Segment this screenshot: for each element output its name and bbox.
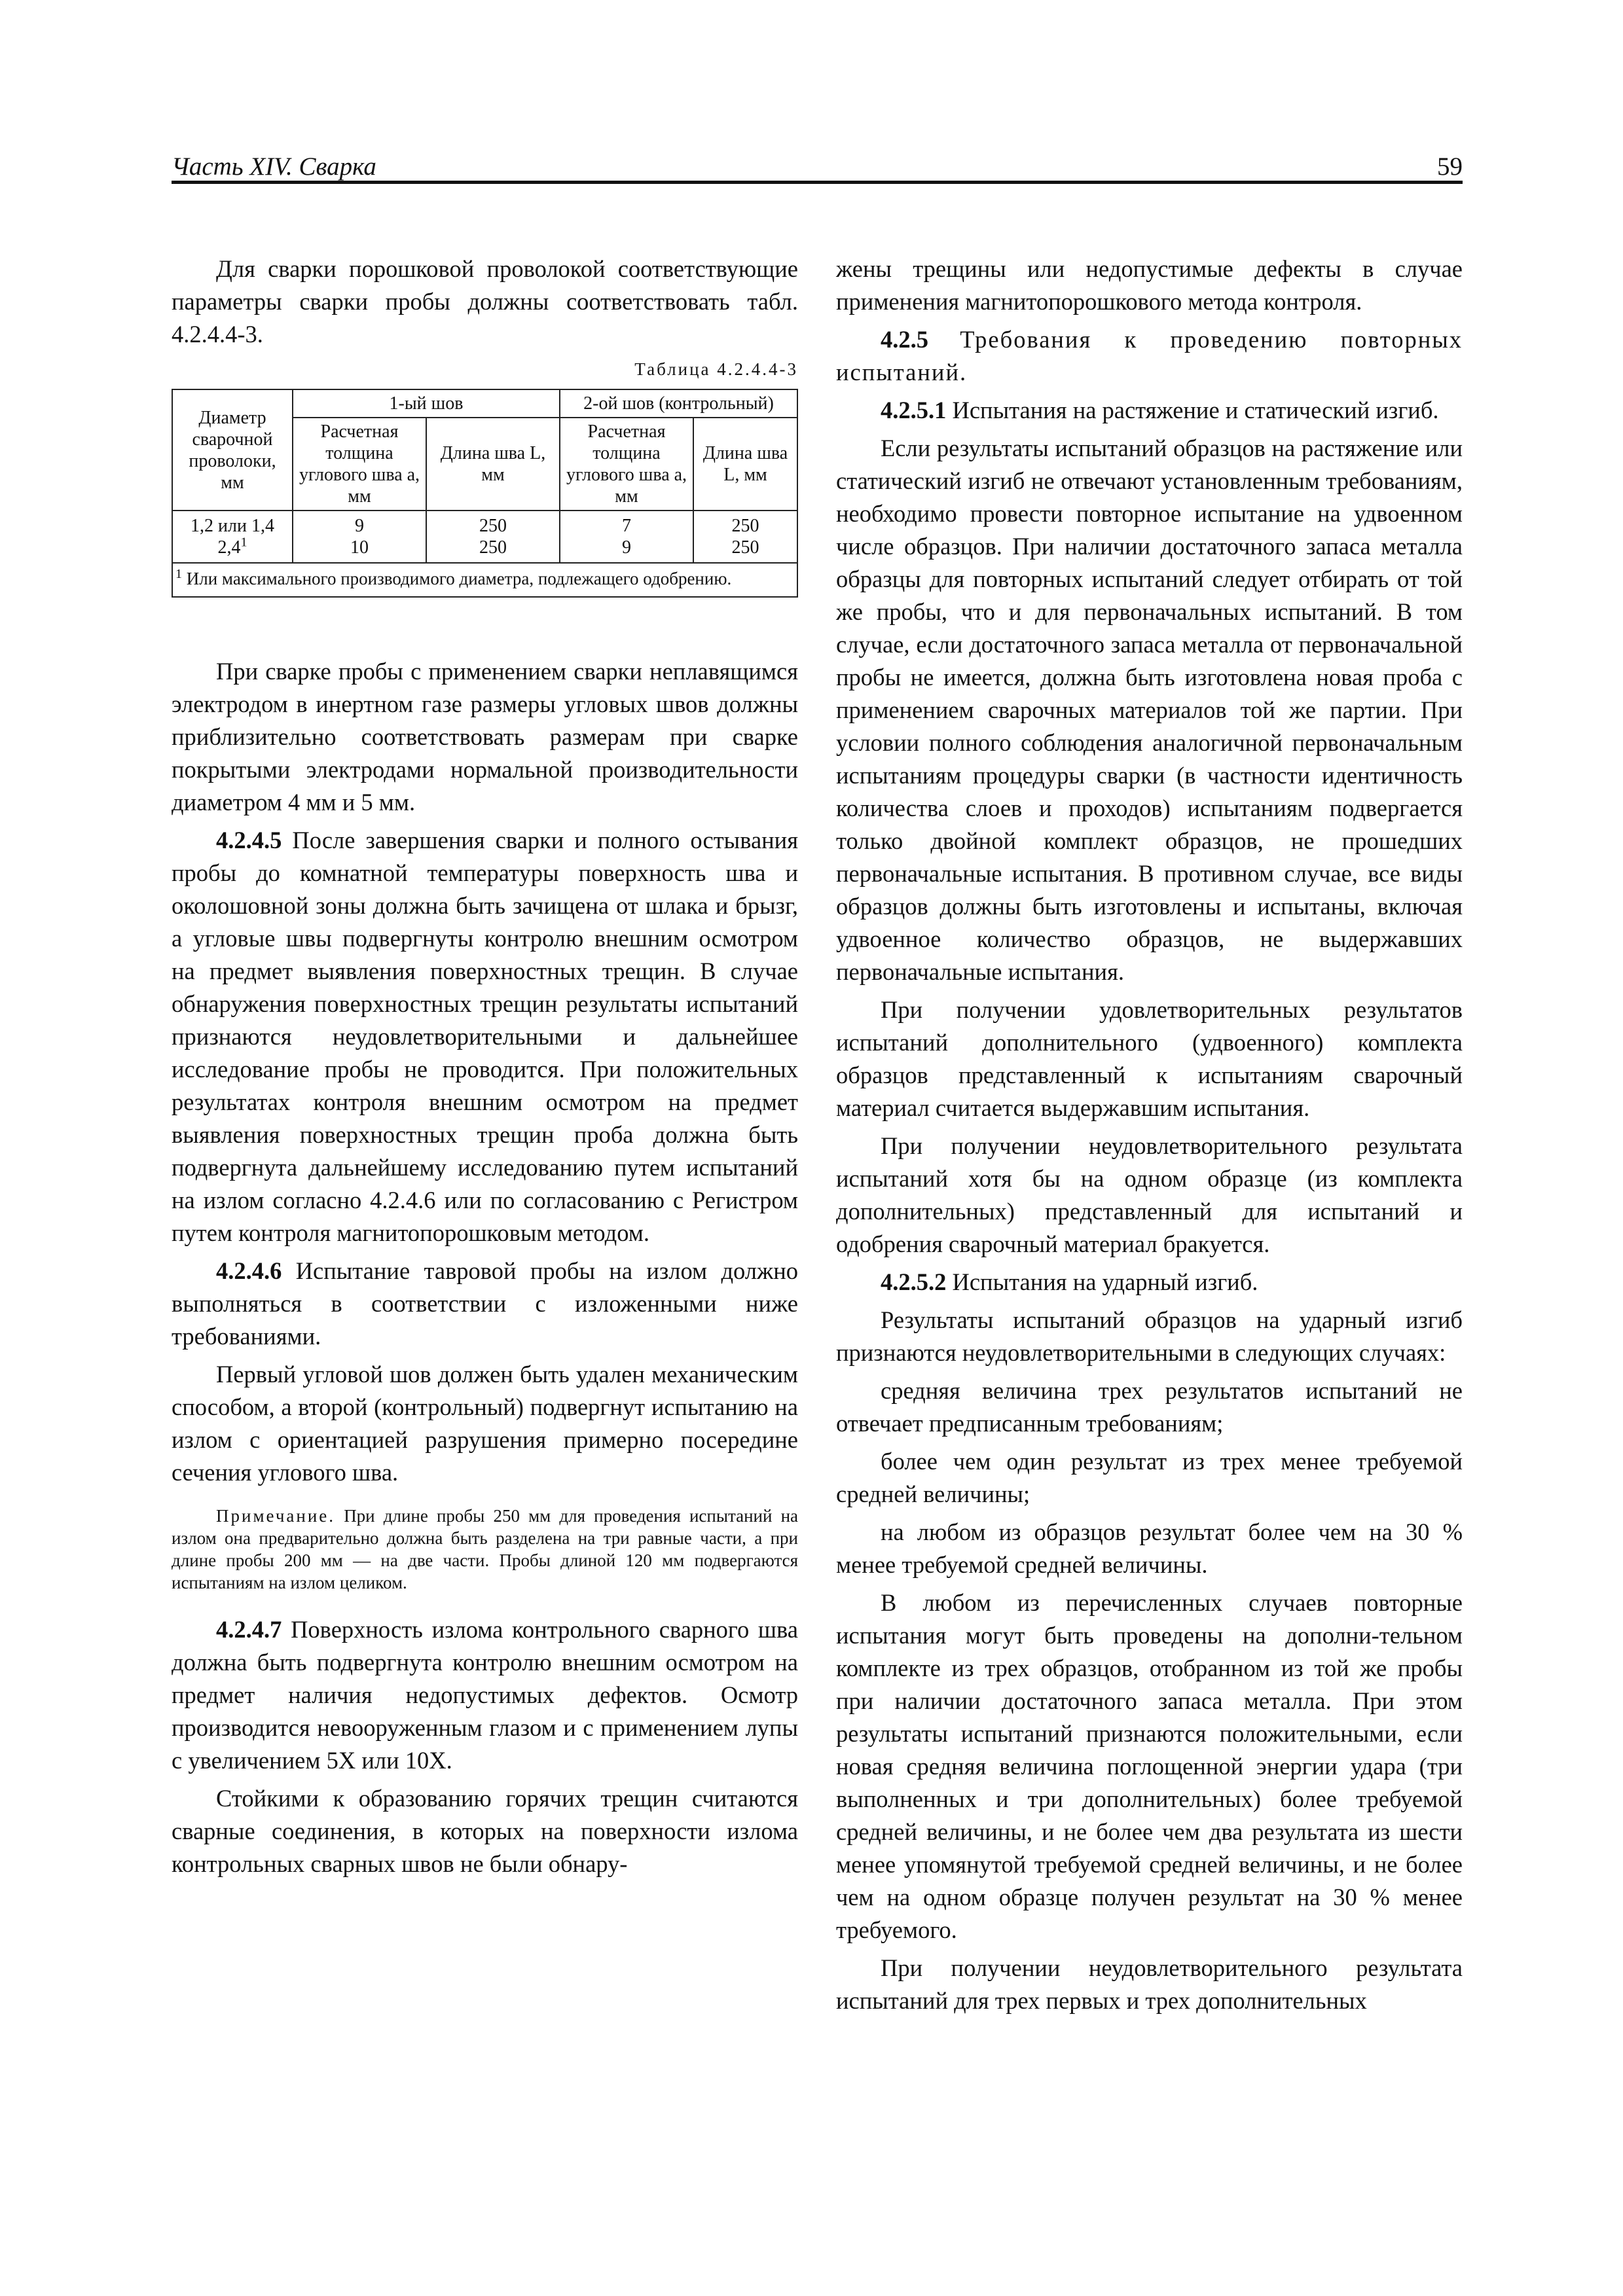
left-column [172, 253, 798, 1886]
cell-thickness-2 [560, 511, 693, 563]
header-rule [172, 181, 1463, 184]
paragraph: Стойкими к образованию горячих трещин считаются сварные соединения, в которых на поверхности излома контрольных сварных швов не были обнару- [172, 1785, 798, 1877]
paragraph: При сварке пробы с применением сварки неплавящимся электродом в инертном газе размеры угловых швов должны приблизительно соответствовать размерам при сварке покрытыми электродами нормальной производительности диаметром 4 мм и 5 мм. [172, 658, 798, 816]
section-4-2-4-7 [172, 1613, 798, 1777]
table-footnote [172, 563, 797, 597]
section-title: Испытания на растяжение и статический изгиб. [952, 397, 1439, 423]
paragraph: жены трещины или недопустимые дефекты в случае применения магнитопорошкового метода контроля. [836, 255, 1463, 315]
cell-thickness-1 [293, 511, 426, 563]
cell-length-1 [426, 511, 560, 563]
subheader-thickness-1: Расчетная толщина углового шва a, мм [293, 418, 426, 511]
section-number: 4.2.4.6 [216, 1257, 282, 1284]
section-4-2-5-1 [836, 394, 1463, 427]
value: 9 [622, 537, 631, 558]
table-caption: Таблица 4.2.4.4-3 [634, 359, 798, 379]
note [172, 1505, 798, 1594]
subheader-thickness-2: Расчетная толщина углового шва a, мм [560, 418, 693, 511]
section-title: Требования к проведению повторных испытаний. [836, 326, 1463, 386]
paragraph: При получении удовлетворительных результатов испытаний дополнительного (удвоенного) комплекта образцов представленный к испытаниям сварочный материал считается выдержавшим испытания. [836, 996, 1463, 1121]
value: 250 [479, 537, 507, 558]
section-number: 4.2.5.1 [881, 397, 947, 423]
section-4-2-5-2 [836, 1266, 1463, 1299]
section-number: 4.2.4.5 [216, 827, 282, 853]
list-item: более чем один результат из трех менее требуемой средней величины; [836, 1448, 1463, 1507]
section-number: 4.2.5 [881, 326, 928, 353]
value: 250 [479, 516, 507, 536]
section-4-2-4-6 [172, 1255, 798, 1353]
value: 250 [731, 516, 759, 536]
section-title: Испытания на ударный изгиб. [952, 1268, 1258, 1295]
paragraph: Если результаты испытаний образцов на растяжение или статический изгиб не отвечают установленным требованиям, необходимо провести повторное испытание на удвоенном числе образцов. При наличии достаточного запаса металла образцы для повторных испытаний следует отбирать от той же пробы, что и для первоначальных испытаний. В том случае, если достаточного запаса металла от первоначальной пробы не имеется, должна быть изготовлена новая проба с применением сварочных материалов той же партии. При условии полного соблюдения аналогичной первоначальным испытаниям процедуры сварки (в частности идентичность количества слоев и проходов) испытаниям подвергается только двойной комплект образцов, не прошедших первоначальные испытания. В противном случае, все виды образцов должны быть изготовлены и испытаны, включая удвоенное количество образцов, не выдержавших первоначальные испытания. [836, 435, 1463, 985]
section-text: Испытание тавровой пробы на излом должно выполняться в соответствии с изложенными ниже требованиями. [172, 1257, 798, 1350]
diameter-1: 1,2 или 1,4 [191, 516, 274, 536]
welding-parameters-table [172, 389, 798, 598]
section-4-2-5 [836, 323, 1463, 389]
paragraph: Результаты испытаний образцов на ударный изгиб признаются неудовлетворительными в следующих случаях: [836, 1306, 1463, 1366]
value: 7 [622, 516, 631, 536]
cell-diameter [172, 511, 293, 563]
diameter-2: $2,4^1$ [217, 535, 247, 558]
section-4-2-4-5 [172, 824, 798, 1249]
paragraph: Для сварки порошковой проволокой соответствующие параметры сварки пробы должны соответствовать табл. 4.2.4.4-3. [172, 255, 798, 348]
header-diameter: Диаметр сварочной проволоки, мм [172, 389, 293, 511]
section-text: После завершения сварки и полного остывания пробы до комнатной температуры поверхность шва и околошовной зоны должна быть зачищена от шлака и брызг, а угловые швы подвергнуты контролю внешним осмотром на предмет выявления поверхностных трещин. В случае обнаружения поверхностных трещин результаты испытаний признаются неудовлетворительными и дальнейшее исследование пробы не проводится. При положительных результатах контроля внешним осмотром на предмет выявления поверхностных трещин проба должна быть подвергнута дальнейшему исследованию путем испытаний на излом согласно 4.2.4.6 или по согласованию с Регистром путем контроля магнитопорошковым методом. [172, 827, 799, 1246]
section-text: Поверхность излома контрольного сварного шва должна быть подвергнута контролю внешним осмотром на предмет наличия недопустимых дефектов. Осмотр производится невооруженным глазом и с применением лупы с увеличением 5Х или 10Х. [172, 1616, 798, 1774]
value: 9 [355, 516, 364, 536]
footnote-mark: 1 [240, 535, 247, 550]
list-item: на любом из образцов результат более чем на 30 % менее требуемой средней величины. [836, 1518, 1463, 1578]
footnote-text: Или максимального производимого диаметра, подлежащего одобрению. [186, 569, 732, 588]
section-number: 4.2.4.7 [216, 1616, 282, 1643]
list-item: средняя величина трех результатов испытаний не отвечает предписанным требованиям; [836, 1377, 1463, 1437]
table-values [172, 511, 797, 563]
note-text: При длине пробы 250 мм для проведения испытаний на излом она предварительно должна быть разделена на три равные части, а при длине пробы 200 мм — на две части. Пробы длиной 120 мм подвергаются испытаниям на излом целиком. [172, 1506, 799, 1592]
section-number: 4.2.5.2 [881, 1268, 947, 1295]
paragraph: При получении неудовлетворительного результата испытаний хотя бы на одном образце (из комплекта дополнительных) представленный для испытаний и одобрения сварочный материал бракуется. [836, 1132, 1463, 1257]
header-first-seam: 1-ый шов [293, 389, 560, 418]
paragraph: Первый угловой шов должен быть удален механическим способом, а второй (контрольный) подвергнут испытанию на излом с ориентацией разрушения примерно посередине сечения углового шва. [172, 1361, 798, 1486]
running-title: Часть XIV. Сварка [172, 152, 376, 181]
paragraph: В любом из перечисленных случаев повторные испытания могут быть проведены на дополни-тельном комплекте из трех образцов, отобранном из той же пробы при наличии достаточного запаса металла. При этом результаты испытаний признаются положительными, если новая средняя величина поглощенной энергии удара (три выполненных и три дополнительных) более требуемой средней величины, и не более чем два результата из шести менее упомянутой требуемой средней величины, и не более чем на одном образце получен результат на 30 % менее требуемого. [836, 1589, 1463, 1943]
cell-length-2 [693, 511, 797, 563]
note-label: Примечание. [216, 1506, 336, 1526]
right-column [836, 253, 1463, 2022]
value: 10 [350, 537, 369, 558]
value: 250 [731, 537, 759, 558]
header-second-seam: 2-ой шов (контрольный) [560, 389, 797, 418]
paragraph: При получении неудовлетворительного результата испытаний для трех первых и трех дополнительных [836, 1954, 1463, 2014]
footnote-mark: 1 [175, 567, 182, 581]
page-header [172, 152, 1463, 182]
subheader-length-1: Длина шва L, мм [426, 418, 560, 511]
subheader-length-2: Длина шва L, мм [693, 418, 797, 511]
page-number: 59 [1437, 152, 1463, 181]
